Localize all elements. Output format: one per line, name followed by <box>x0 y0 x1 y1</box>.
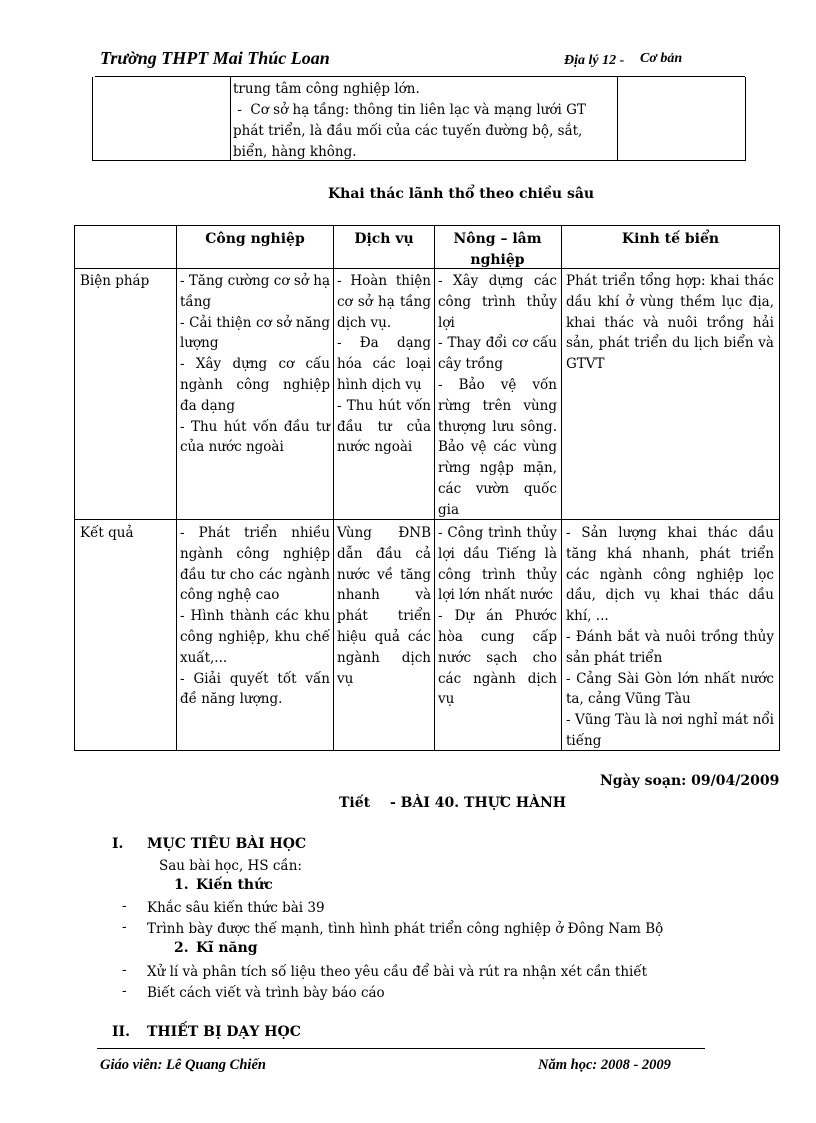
row-label-bien-phap: Biện pháp <box>80 273 150 289</box>
cell-bien-phap-cong-nghiep: - Tăng cường cơ sở hạ tầng - Cải thiện cơ sở năng lượng - Xây dựng cơ cấu ngành công nghiệp đa dạng - Thu hút vốn đầu tư của nước ngoài <box>180 273 330 456</box>
skill-item: Biết cách viết và trình bày báo cáo <box>147 985 385 1001</box>
cell-ket-qua-cong-nghiep: - Phát triển nhiều ngành công nghiệp đầu tư cho các ngành công nghệ cao - Hình thành các khu công nghiệp, khu chế xuất,... - Giải quyết tốt vấn đề năng lượng. <box>180 525 330 708</box>
header-kinh-te-bien: Kinh tế biển <box>621 231 720 247</box>
knowledge-number: 1. <box>174 877 189 893</box>
header-cong-nghiep: Công nghiệp <box>205 231 305 247</box>
knowledge-item: Khắc sâu kiến thức bài 39 <box>147 900 325 916</box>
date-line: Ngày soạn: 09/04/2009 <box>600 773 780 789</box>
header-nong-lam-nghiep: Nông – lâm nghiệp <box>453 231 542 268</box>
top-table-line: trung tâm công nghiệp lớn. <box>233 81 420 97</box>
section-intro: Sau bài học, HS cần: <box>159 858 302 874</box>
lesson-title: - BÀI 40. THỰC HÀNH <box>390 795 567 811</box>
footer-rule <box>97 1048 705 1049</box>
skill-title: Kĩ năng <box>196 940 258 956</box>
cell-ket-qua-dich-vu: Vùng ĐNB dẫn đầu cả nước về tăng nhanh và phát triển hiệu quả các ngành dịch vụ <box>337 525 431 687</box>
row-label-ket-qua: Kết quả <box>80 525 134 541</box>
header-subject: Địa lý 12 - <box>564 53 625 68</box>
section-i-title: MỤC TIÊU BÀI HỌC <box>147 836 307 852</box>
cell-bien-phap-dich-vu: - Hoàn thiện cơ sở hạ tầng dịch vụ. - Đa dạng hóa các loại hình dịch vụ - Thu hút vốn đầu tư của nước ngoài <box>337 273 431 456</box>
top-table-line: - Cơ sở hạ tầng: thông tin liên lạc và mạng lưới GT <box>233 102 586 118</box>
footer-teacher: Giáo viên: Lê Quang Chiến <box>100 1057 266 1073</box>
section-ii-title: THIẾT BỊ DẠY HỌC <box>147 1024 301 1040</box>
cell-bien-phap-nong-lam: - Xây dựng các công trình thủy lợi - Thay đổi cơ cấu cây trồng - Bảo vệ vốn rừng trên vùng thượng lưu sông. Bảo vệ các vùng rừng ngập mặn, các vườn quốc gia <box>438 273 557 518</box>
section-ii-number: II. <box>112 1024 130 1040</box>
section-i-number: I. <box>112 836 124 852</box>
lesson-prefix: Tiết <box>339 795 371 811</box>
cell-ket-qua-nong-lam: - Công trình thủy lợi dầu Tiếng là công trình thủy lợi lớn nhất nước - Dự án Phước hòa cung cấp nước sạch cho các ngành dịch vụ <box>438 525 557 708</box>
header-rule <box>95 76 745 77</box>
cell-ket-qua-kinh-te-bien: - Sản lượng khai thác dầu tăng khá nhanh, phát triển các ngành công nghiệp lọc dầu, dịch vụ khai thác dầu khí, ... - Đánh bắt và nuôi trồng thủy sản phát triển - Cảng Sài Gòn lớn nhất nước ta, cảng Vũng Tàu - Vũng Tàu là nơi nghỉ mát nổi tiếng <box>566 525 774 749</box>
skill-number: 2. <box>174 940 189 956</box>
footer-year: Năm học: 2008 - 2009 <box>538 1057 671 1073</box>
knowledge-item: Trình bày được thế mạnh, tình hình phát triển công nghiệp ở Đông Nam Bộ <box>147 921 664 937</box>
header-level: Cơ bản <box>640 51 683 66</box>
knowledge-title: Kiến thức <box>196 877 273 893</box>
section-title: Khai thác lãnh thổ theo chiều sâu <box>328 186 595 202</box>
top-table-line: biển, hàng không. <box>233 144 357 160</box>
cell-bien-phap-kinh-te-bien: Phát triển tổng hợp: khai thác dầu khí ở vùng thềm lục địa, khai thác và nuôi trồng hải sản, phát triển du lịch biển và GTVT <box>566 273 774 373</box>
header-school: Trường THPT Mai Thúc Loan <box>100 48 330 68</box>
top-table-line: phát triển, là đầu mối của các tuyến đường bộ, sắt, <box>233 123 583 139</box>
header-dich-vu: Dịch vụ <box>354 231 414 247</box>
skill-item: Xử lí và phân tích số liệu theo yêu cầu để bài và rút ra nhận xét cần thiết <box>147 964 648 980</box>
